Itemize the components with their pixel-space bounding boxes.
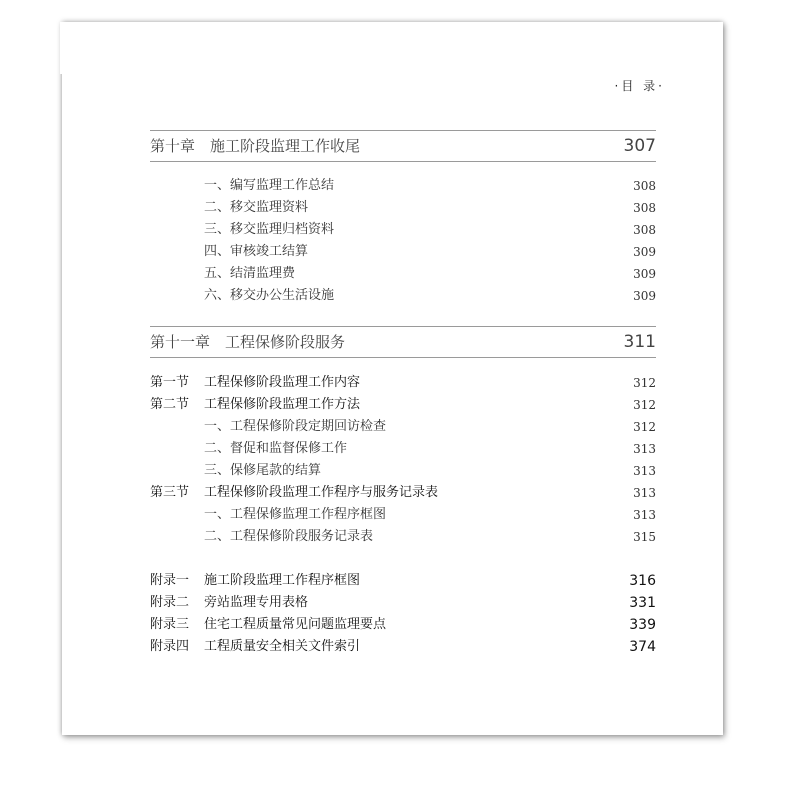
- chapter-page: 311: [623, 332, 656, 352]
- section-title: 工程保修阶段监理工作程序与服务记录表: [204, 485, 439, 500]
- section-title: 工程保修阶段监理工作方法: [204, 397, 361, 412]
- appendix-number: 附录二: [150, 595, 190, 610]
- entry-page: 312: [633, 420, 656, 434]
- entry-title: 三、保修尾款的结算: [204, 463, 322, 478]
- appendix-page: 331: [629, 595, 656, 611]
- toc-section[interactable]: [150, 394, 656, 416]
- toc-entry[interactable]: [150, 504, 656, 526]
- entry-page: 308: [633, 179, 656, 193]
- entry-title: 六、移交办公生活设施: [204, 288, 335, 303]
- entry-page: 313: [633, 464, 656, 478]
- toc-entry[interactable]: [150, 241, 656, 263]
- entry-page: 308: [633, 223, 656, 237]
- entry-title: 二、督促和监督保修工作: [204, 441, 348, 456]
- entry-title: 三、移交监理归档资料: [204, 222, 335, 237]
- toc-appendix[interactable]: [150, 592, 656, 614]
- appendix-title: 住宅工程质量常见问题监理要点: [204, 617, 387, 632]
- entry-page: 313: [633, 442, 656, 456]
- section-page: 312: [633, 398, 656, 412]
- toc-entry[interactable]: [150, 219, 656, 241]
- toc-entry[interactable]: [150, 263, 656, 285]
- page-edge-notch: [60, 22, 64, 74]
- toc-entry[interactable]: [150, 526, 656, 548]
- chapter-title: 第十一章 工程保修阶段服务: [150, 333, 346, 351]
- entry-page: 309: [633, 289, 656, 303]
- appendix-title: 旁站监理专用表格: [204, 595, 309, 610]
- entry-title: 一、工程保修监理工作程序框图: [204, 507, 387, 522]
- appendix-page: 339: [629, 617, 656, 633]
- toc-entry[interactable]: [150, 438, 656, 460]
- entry-title: 五、结清监理费: [204, 266, 296, 281]
- chapter-title: 第十章 施工阶段监理工作收尾: [150, 137, 361, 155]
- toc-section[interactable]: [150, 372, 656, 394]
- section-number: 第二节: [150, 397, 190, 412]
- entry-page: 309: [633, 267, 656, 281]
- appendix-number: 附录一: [150, 573, 190, 588]
- toc-entry[interactable]: [150, 416, 656, 438]
- chapter-page: 307: [623, 136, 656, 156]
- toc-appendix[interactable]: [150, 636, 656, 658]
- appendix-page: 374: [629, 639, 656, 655]
- appendix-title: 施工阶段监理工作程序框图: [204, 573, 361, 588]
- toc-appendix[interactable]: [150, 570, 656, 592]
- entry-page: 313: [633, 508, 656, 522]
- entry-title: 四、审核竣工结算: [204, 244, 309, 259]
- page-header: ·目 录·: [614, 79, 665, 93]
- document-page: [62, 22, 723, 735]
- toc-entry[interactable]: [150, 197, 656, 219]
- section-number: 第三节: [150, 485, 190, 500]
- appendix-number: 附录三: [150, 617, 190, 632]
- entry-title: 二、工程保修阶段服务记录表: [204, 529, 374, 544]
- entry-page: 309: [633, 245, 656, 259]
- appendix-page: 316: [629, 573, 656, 589]
- entry-title: 一、工程保修阶段定期回访检查: [204, 419, 387, 434]
- toc-entry[interactable]: [150, 460, 656, 482]
- chapter-11-heading[interactable]: [150, 326, 656, 358]
- section-title: 工程保修阶段监理工作内容: [204, 375, 361, 390]
- chapter-10-heading[interactable]: [150, 130, 656, 162]
- appendix-title: 工程质量安全相关文件索引: [204, 639, 361, 654]
- entry-page: 308: [633, 201, 656, 215]
- toc-entry[interactable]: [150, 175, 656, 197]
- entry-title: 一、编写监理工作总结: [204, 178, 335, 193]
- toc-section[interactable]: [150, 482, 656, 504]
- section-number: 第一节: [150, 375, 190, 390]
- entry-page: 315: [633, 530, 656, 544]
- entry-title: 二、移交监理资料: [204, 200, 309, 215]
- section-page: 313: [633, 486, 656, 500]
- appendix-number: 附录四: [150, 639, 190, 654]
- toc-entry[interactable]: [150, 285, 656, 307]
- toc-appendix[interactable]: [150, 614, 656, 636]
- section-page: 312: [633, 376, 656, 390]
